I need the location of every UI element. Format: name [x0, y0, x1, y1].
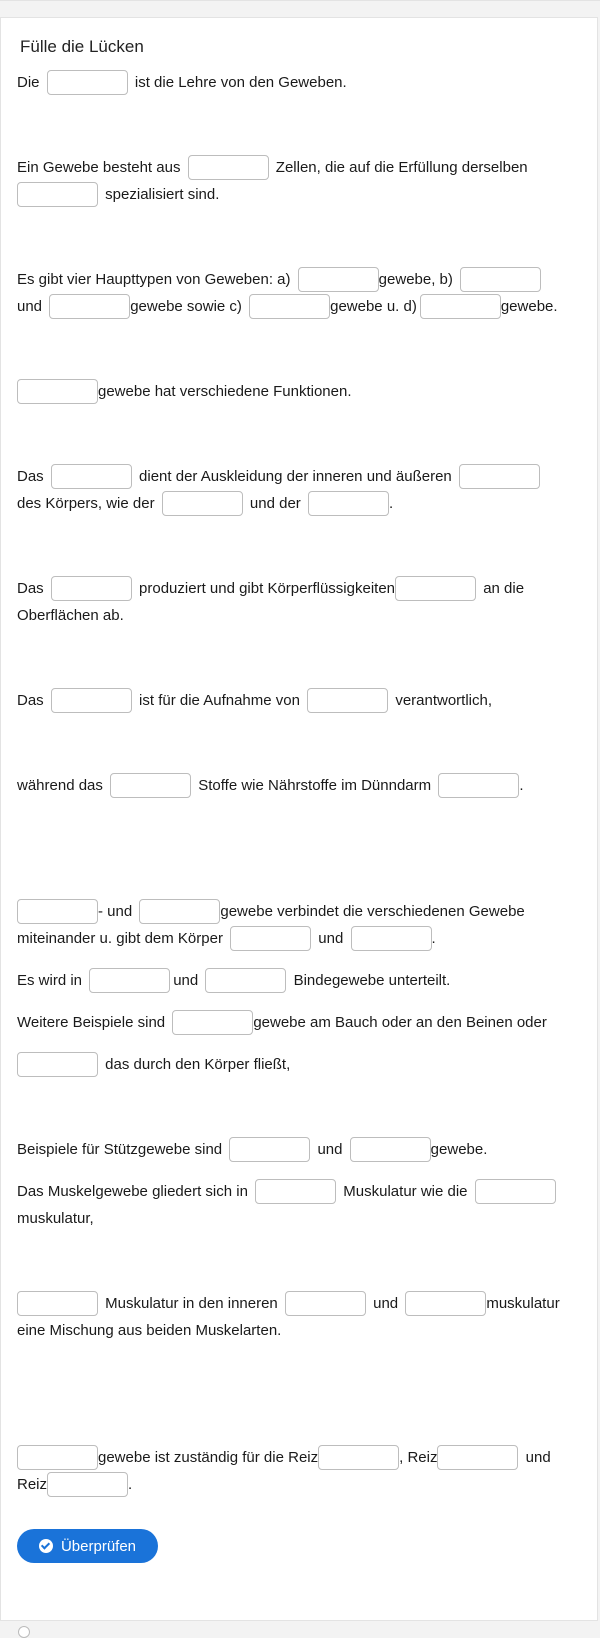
- check-button[interactable]: [17, 1529, 158, 1563]
- text-line: Es wird in und Bindegewebe unterteilt.: [17, 967, 450, 994]
- scroll-indicator-icon: [18, 1626, 30, 1638]
- gap-input[interactable]: [285, 1291, 366, 1316]
- text-line: Das ist für die Aufnahme von verantwortlich,: [17, 687, 492, 714]
- text-line: das durch den Körper fließt,: [17, 1051, 290, 1078]
- gap-input[interactable]: [17, 182, 98, 207]
- text-line: Muskulatur in den inneren und muskulatur: [17, 1290, 560, 1317]
- text-line: Das Muskelgewebe gliedert sich in Muskulatur wie die: [17, 1178, 559, 1205]
- gap-input[interactable]: [205, 968, 286, 993]
- text-line: Ein Gewebe besteht aus Zellen, die auf die Erfüllung derselben: [17, 154, 528, 181]
- text-line: spezialisiert sind.: [17, 181, 219, 208]
- text-line: während das Stoffe wie Nährstoffe im Dünndarm .: [17, 772, 523, 799]
- gap-input[interactable]: [47, 70, 128, 95]
- gap-input[interactable]: [350, 1137, 431, 1162]
- gap-input[interactable]: [230, 926, 311, 951]
- gap-input[interactable]: [17, 1445, 98, 1470]
- gap-input[interactable]: [188, 155, 269, 180]
- text-line: Das dient der Auskleidung der inneren und äußeren: [17, 463, 543, 490]
- text-line: - und gewebe verbindet die verschiedenen Gewebe: [17, 898, 525, 925]
- gap-input[interactable]: [420, 294, 501, 319]
- gap-input[interactable]: [162, 491, 243, 516]
- gap-input[interactable]: [307, 688, 388, 713]
- text-line: muskulatur,: [17, 1210, 94, 1227]
- text-line: Das produziert und gibt Körperflüssigkeiten an die: [17, 575, 524, 602]
- gap-input[interactable]: [172, 1010, 253, 1035]
- text-line: Es gibt vier Haupttypen von Geweben: a) gewebe, b): [17, 266, 544, 293]
- gap-input[interactable]: [110, 773, 191, 798]
- check-circle-icon: [39, 1539, 53, 1553]
- gap-input[interactable]: [437, 1445, 518, 1470]
- gap-input[interactable]: [229, 1137, 310, 1162]
- gap-input[interactable]: [308, 491, 389, 516]
- gap-input[interactable]: [405, 1291, 486, 1316]
- gap-input[interactable]: [351, 926, 432, 951]
- gap-input[interactable]: [298, 267, 379, 292]
- gap-input[interactable]: [17, 1291, 98, 1316]
- text-line: gewebe ist zuständig für die Reiz , Reiz und: [17, 1444, 551, 1471]
- gap-input[interactable]: [139, 899, 220, 924]
- gap-input[interactable]: [17, 899, 98, 924]
- gap-input[interactable]: [395, 576, 476, 601]
- gap-input[interactable]: [249, 294, 330, 319]
- text-line: Oberflächen ab.: [17, 607, 124, 624]
- text-line: gewebe hat verschiedene Funktionen.: [17, 378, 352, 405]
- text-line: und gewebe sowie c) gewebe u. d) gewebe.: [17, 293, 558, 320]
- gap-input[interactable]: [438, 773, 519, 798]
- text-line: Weitere Beispiele sind gewebe am Bauch oder an den Beinen oder: [17, 1009, 547, 1036]
- text-line: Beispiele für Stützgewebe sind und gewebe.: [17, 1136, 487, 1163]
- cloze-card: [0, 17, 598, 1621]
- text-line: eine Mischung aus beiden Muskelarten.: [17, 1322, 282, 1339]
- text-line: miteinander u. gibt dem Körper und .: [17, 925, 436, 952]
- gap-input[interactable]: [318, 1445, 399, 1470]
- gap-input[interactable]: [459, 464, 540, 489]
- text-line: des Körpers, wie der und der .: [17, 490, 393, 517]
- text-line: Reiz .: [17, 1471, 132, 1498]
- gap-input[interactable]: [17, 379, 98, 404]
- top-edge: [0, 0, 600, 1]
- gap-input[interactable]: [51, 576, 132, 601]
- gap-input[interactable]: [51, 464, 132, 489]
- gap-input[interactable]: [17, 1052, 98, 1077]
- text-line: Die ist die Lehre von den Geweben.: [17, 69, 347, 96]
- check-button-label: Überprüfen: [60, 1537, 137, 1555]
- gap-input[interactable]: [255, 1179, 336, 1204]
- gap-input[interactable]: [49, 294, 130, 319]
- gap-input[interactable]: [47, 1472, 128, 1497]
- page-title: Fülle die Lücken: [20, 37, 144, 56]
- gap-input[interactable]: [51, 688, 132, 713]
- gap-input[interactable]: [460, 267, 541, 292]
- gap-input[interactable]: [475, 1179, 556, 1204]
- gap-input[interactable]: [89, 968, 170, 993]
